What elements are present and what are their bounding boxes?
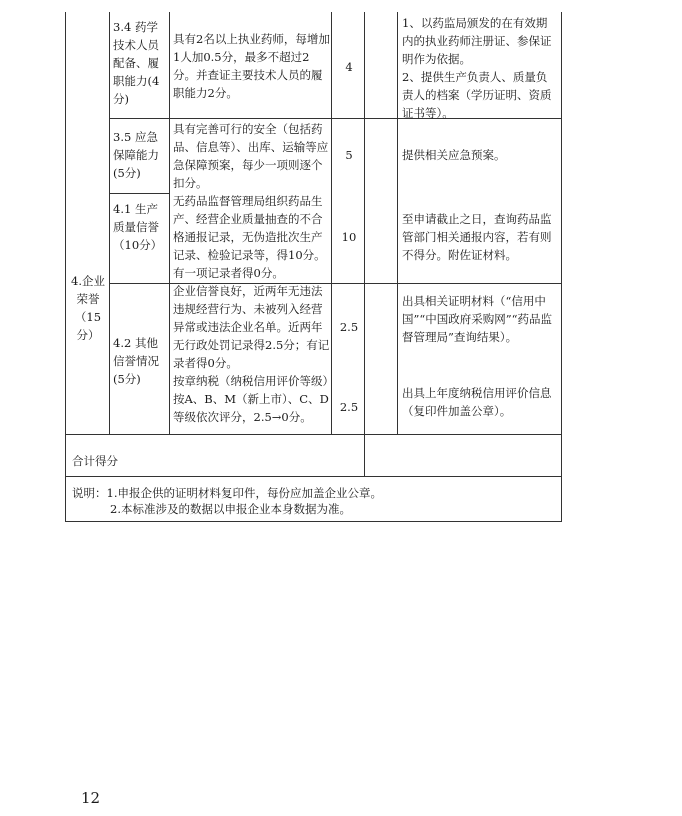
table-border-right [561, 12, 562, 522]
subitem-3-5-label: 3.5 应急保障能力(5分) [113, 130, 159, 180]
table-divider-subitem [169, 12, 170, 434]
subitem-4-1-label: 4.1 生产质量信誉（10分） [113, 202, 163, 252]
row-divider-category [65, 434, 562, 435]
score-4-2-b: 2.5 [339, 400, 359, 414]
materials-4-1: 至申请截止之日，查询药品监管部门相关通报内容，若有则不得分。附佐证材料。 [402, 212, 552, 262]
materials-4-2-a: 出具相关证明材料（“信用中国”“中国政府采购网”“药品监督管理局”查询结果）。 [402, 294, 553, 344]
category-4-label: 4.企业荣誉（15分） [71, 274, 105, 342]
row-divider-3-5 [109, 193, 169, 194]
table-divider-score [364, 12, 365, 476]
materials-3-4: 1、以药监局颁发的在有效期内的执业药师注册证、参保证明作为依据。 2、提供生产负责人、质量负责人的档案（学历证明、资质证书等）。 [402, 16, 552, 120]
total-score-label: 合计得分 [72, 454, 118, 468]
score-4-2-a: 2.5 [339, 320, 359, 334]
table-divider-category [109, 12, 110, 434]
subitem-4-2-label: 4.2 其他信誉情况(5分) [113, 336, 159, 386]
page-number: 12 [81, 789, 101, 807]
score-4-1: 10 [341, 230, 357, 244]
materials-4-2-b: 出具上年度纳税信用评价信息（复印件加盖公章）。 [402, 386, 552, 418]
table-divider-standard [331, 12, 332, 434]
row-divider-total [65, 476, 562, 477]
standard-4-2-a: 企业信誉良好，近两年无违法违规经营行为、未被列入经营异常或违法企业名单。近两年无行政处罚记录得2.5分；有记录者得0分。 [173, 284, 330, 370]
standard-4-1: 无药品监督管理局组织药品生产、经营企业质量抽查的不合格通报记录，无伪造批次生产记录、检验记录等，得10分。有一项记录者得0分。 [173, 194, 326, 280]
table-border-left [65, 12, 66, 522]
score-3-5: 5 [345, 148, 353, 162]
note-line-1: 说明：1.申报企供的证明材料复印件，每份应加盖企业公章。 [72, 486, 382, 500]
note-line-2: 2.本标准涉及的数据以申报企业本身数据为准。 [110, 502, 351, 516]
materials-3-5: 提供相关应急预案。 [402, 148, 506, 162]
subitem-3-4-label: 3.4 药学技术人员配备、履职能力(4分) [113, 20, 160, 106]
table-border-bottom [65, 521, 562, 522]
table-divider-blank [397, 12, 398, 434]
standard-3-5: 具有完善可行的安全（包括药品、信息等）、出库、运输等应急保障预案，每少一项则逐个扣分。 [173, 122, 329, 190]
score-3-4: 4 [345, 60, 353, 74]
standard-3-4: 具有2名以上执业药师，每增加1人加0.5分，最多不超过2分。并查证主要技术人员的履职能力2分。 [173, 32, 330, 100]
standard-4-2-b: 按章纳税（纳税信用评价等级）按A、B、M（新上市）、C、D等级依次评分，2.5→0分。 [173, 374, 329, 424]
